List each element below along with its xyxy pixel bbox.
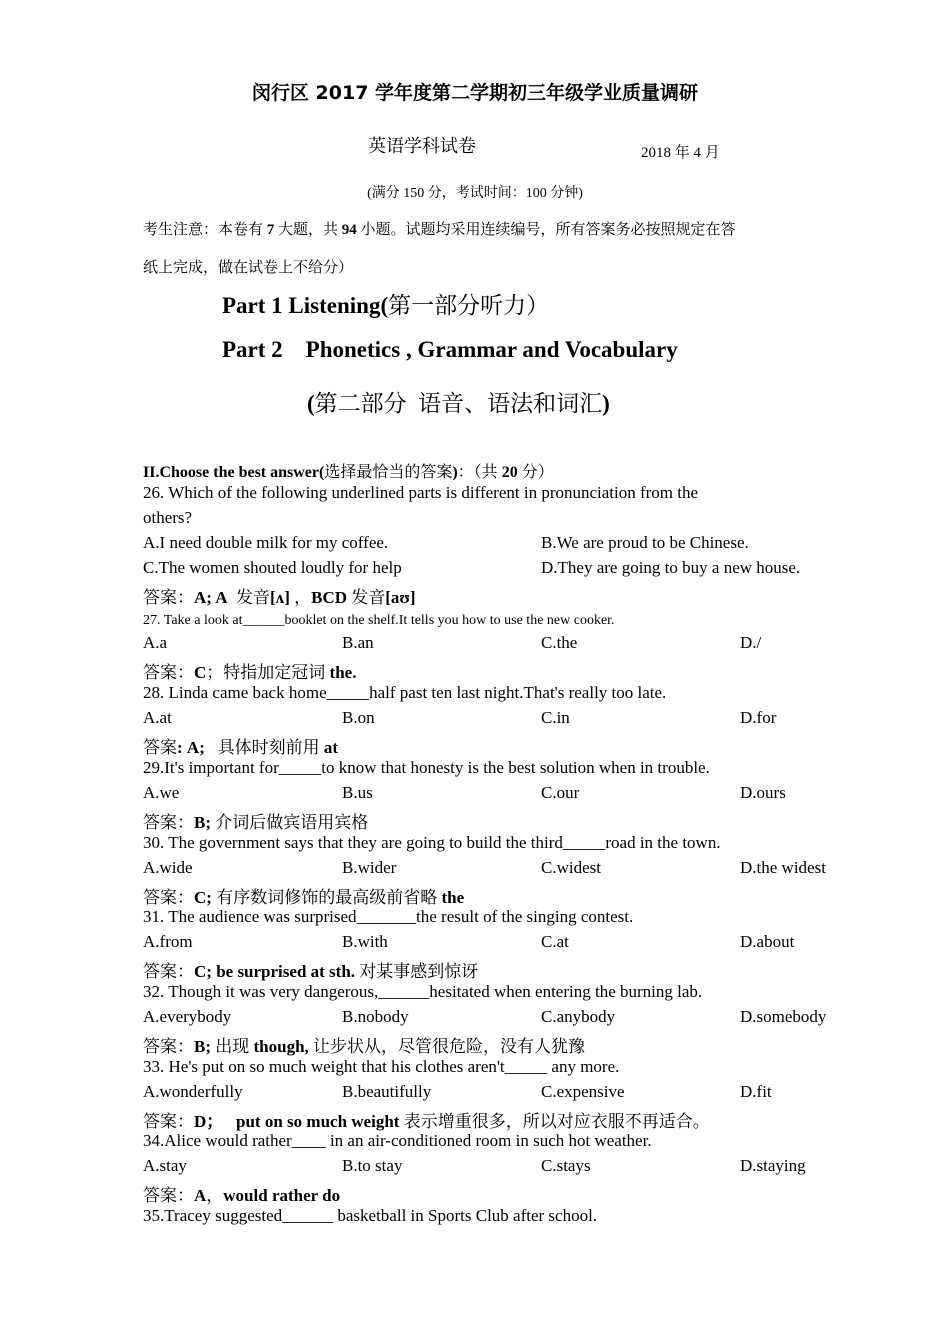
question-33-stem: 33. He's put on so much weight that his clothes aren't_____ any more. <box>143 1057 620 1076</box>
q26-option-b: B.We are proud to be Chinese. <box>541 533 749 552</box>
part1-heading: Part 1 Listening(第一部分听力） <box>222 293 550 318</box>
q34-option-d: D.staying <box>740 1156 806 1175</box>
q26-option-a: A.I need double milk for my coffee. <box>143 533 389 552</box>
section-title: II.Choose the best answer(选择最恰当的答案)：（共 20 分） <box>143 464 554 481</box>
q32-option-c: C.anybody <box>541 1007 616 1026</box>
question-26-stem-2: others? <box>143 508 193 527</box>
q33-option-b: B.beautifully <box>342 1082 432 1101</box>
question-32-stem: 32. Though it was very dangerous,______hesitated when entering the burning lab. <box>143 982 703 1001</box>
exam-title: 闵行区 2017 学年度第二学期初三年级学业质量调研 <box>251 82 699 104</box>
full-score-note: (满分 150 分，考试时间：100 分钟) <box>367 186 583 201</box>
q32-option-d: D.somebody <box>740 1007 827 1026</box>
q31-option-d: D.about <box>740 932 795 951</box>
q33-option-a: A.wonderfully <box>143 1082 243 1101</box>
q29-option-d: D.ours <box>740 783 786 802</box>
q31-option-c: C.at <box>541 932 569 951</box>
q28-option-a: A.at <box>143 708 172 727</box>
q30-option-d: D.the widest <box>740 858 826 877</box>
question-30-stem: 30. The government says that they are going to build the third_____road in the town. <box>143 833 721 852</box>
q28-option-b: B.on <box>342 708 375 727</box>
notice-line-2: 纸上完成，做在试卷上不给分） <box>143 260 354 276</box>
q27-option-b: B.an <box>342 633 374 652</box>
q28-answer: 答案: A; 具体时刻前用 at <box>143 738 339 757</box>
q33-option-d: D.fit <box>740 1082 772 1101</box>
part2-heading-cn: (第二部分 语音、语法和词汇) <box>307 391 610 416</box>
q34-option-b: B.to stay <box>342 1156 403 1175</box>
q32-option-a: A.everybody <box>143 1007 232 1026</box>
q30-answer: 答案：C; 有序数词修饰的最高级前省略 the <box>143 888 465 907</box>
q26-option-d: D.They are going to buy a new house. <box>541 558 801 577</box>
q28-option-c: C.in <box>541 708 570 727</box>
question-27-stem: 27. Take a look at______booklet on the shelf.It tells you how to use the new cooker. <box>143 613 615 628</box>
q33-option-c: C.expensive <box>541 1082 625 1101</box>
q27-answer: 答案：C；特指加定冠词 the. <box>143 663 357 682</box>
q27-option-d: D./ <box>740 633 762 652</box>
q27-option-a: A.a <box>143 633 168 652</box>
q34-option-c: C.stays <box>541 1156 591 1175</box>
question-28-stem: 28. Linda came back home_____half past ten last night.That's really too late. <box>143 683 667 702</box>
q32-option-b: B.nobody <box>342 1007 409 1026</box>
question-35-stem: 35.Tracey suggested______ basketball in Sports Club after school. <box>143 1206 598 1225</box>
q27-option-c: C.the <box>541 633 578 652</box>
question-29-stem: 29.It's important for_____to know that honesty is the best solution when in trouble. <box>143 758 710 777</box>
q26-option-c: C.The women shouted loudly for help <box>143 558 402 577</box>
q30-option-c: C.widest <box>541 858 601 877</box>
q29-answer: 答案：B; 介词后做宾语用宾格 <box>143 813 369 832</box>
q28-option-d: D.for <box>740 708 777 727</box>
exam-subject: 英语学科试卷 <box>368 136 476 157</box>
question-34-stem: 34.Alice would rather____ in an air-conditioned room in such hot weather. <box>143 1131 652 1150</box>
q31-option-a: A.from <box>143 932 193 951</box>
q29-option-a: A.we <box>143 783 180 802</box>
q34-option-a: A.stay <box>143 1156 187 1175</box>
q32-answer: 答案：B; 出现 though, 让步状从，尽管很危险，没有人犹豫 <box>143 1037 586 1056</box>
notice-line-1: 考生注意：本卷有 7 大题，共 94 小题。试题均采用连续编号，所有答案务必按照规定在答 <box>143 222 736 238</box>
exam-date: 2018 年 4 月 <box>641 145 720 161</box>
question-31-stem: 31. The audience was surprised_______the result of the singing contest. <box>143 907 634 926</box>
q31-answer: 答案：C; be surprised at sth. 对某事感到惊讶 <box>143 962 479 981</box>
q34-answer: 答案：A，would rather do <box>143 1186 341 1205</box>
q33-answer: 答案：D； put on so much weight 表示增重很多，所以对应衣服不再适合。 <box>143 1112 710 1131</box>
q30-option-b: B.wider <box>342 858 397 877</box>
q29-option-c: C.our <box>541 783 580 802</box>
q30-option-a: A.wide <box>143 858 193 877</box>
part2-heading: Part 2 Phonetics , Grammar and Vocabulary <box>222 337 678 362</box>
q29-option-b: B.us <box>342 783 373 802</box>
question-26-stem-1: 26. Which of the following underlined parts is different in pronunciation from the <box>143 483 699 502</box>
q26-answer: 答案：A; A 发音[ʌ] ，BCD 发音[aʊ] <box>143 588 416 607</box>
q31-option-b: B.with <box>342 932 388 951</box>
